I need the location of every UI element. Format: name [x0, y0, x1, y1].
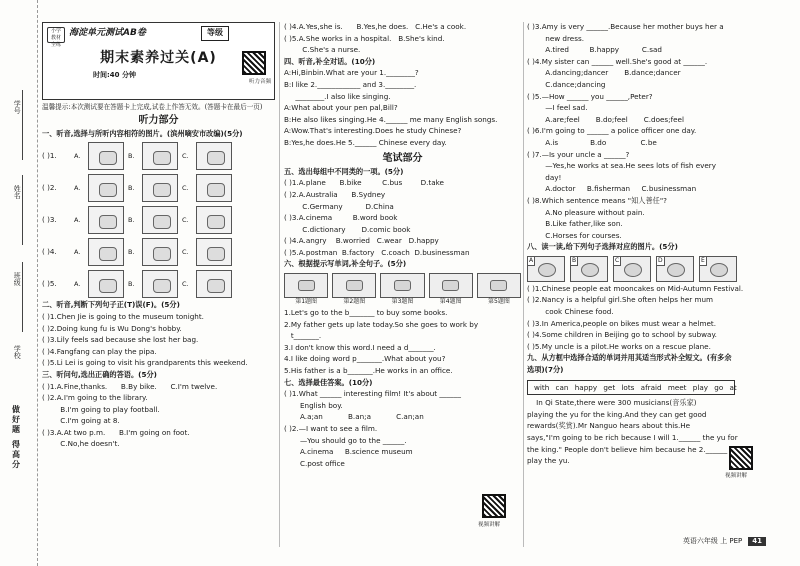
q8-item[interactable]: ( )1.Chinese people eat mooncakes on Mid-Autumn Festival.: [527, 283, 744, 293]
option-label: B.: [128, 247, 135, 256]
question-number: ( )3.: [42, 215, 57, 225]
option-label: C.: [182, 183, 189, 192]
option-label: B.: [128, 279, 135, 288]
q7-item[interactable]: ( )7.—Is your uncle a ______?: [527, 149, 630, 159]
passage-line[interactable]: says,"I'm going to be rich because I will 1.______ the yu for: [527, 432, 738, 442]
q9-title: 九、从方框中选择合适的单词并用其适当形式补全短文。(有多余: [527, 353, 732, 363]
q3-option-line: C.I'm going at 8.: [42, 416, 120, 426]
q7-option-line: A.are;feel B.do;feel C.does;feel: [527, 114, 684, 124]
q5-item[interactable]: ( )2.A.Australia B.Sydney: [284, 189, 386, 199]
q2-item[interactable]: ( )1.Chen Jie is going to the museum tonight.: [42, 311, 204, 321]
q7-item[interactable]: ( )1.What ______ interesting film! It's about ______: [284, 389, 461, 399]
image-caption: 第3题图: [391, 298, 414, 306]
q5-option-line: C.Germany D.China: [284, 201, 394, 211]
q6-item[interactable]: 3.I don't know this word.I need a d_______.: [284, 342, 436, 352]
q8-image: [527, 256, 565, 282]
margin-line: [22, 175, 23, 245]
q7-option-line: A.is B.do C.be: [527, 137, 657, 147]
picture-choice-row: [42, 236, 275, 267]
qr-caption: 视频讲解: [725, 473, 748, 479]
column-divider: [523, 22, 524, 547]
q8-image: [656, 256, 694, 282]
image-caption: 第2题图: [343, 298, 366, 306]
option-label: B.: [128, 183, 135, 192]
title-box: [42, 22, 275, 100]
option-picture[interactable]: [142, 206, 178, 234]
publisher-logo: 小学 教材 全练: [47, 27, 65, 43]
q7-option-line: A.dancing;dancer B.dance;dancer: [527, 68, 681, 78]
q7-option-line: C.post office: [284, 458, 345, 468]
option-label: C.: [182, 151, 189, 160]
passage-line: rewards(奖赏).Mr Nanguo hears about this.He: [527, 421, 691, 431]
column-1: [42, 22, 275, 451]
question-number: ( )2.: [42, 183, 57, 193]
q4-title: 四、听音,补全对话。(10分): [284, 56, 376, 66]
q2-item[interactable]: ( )2.Doing kung fu is Wu Dong's hobby.: [42, 323, 182, 333]
q7-option-line: A.doctor B.fisherman C.businessman: [527, 184, 697, 194]
q8-item-cont: cook Chinese food.: [527, 307, 614, 317]
passage-line: In Qi State,there were 300 musicians(音乐家): [527, 398, 697, 408]
picture-choice-row: [42, 140, 275, 171]
grade-box: 等级: [201, 26, 229, 41]
q6-item[interactable]: 1.Let's go to the b_______ to buy some books.: [284, 308, 448, 318]
q7-item-cont: —I feel sad.: [527, 103, 588, 113]
q6-item[interactable]: 2.My father gets up late today.So she goes to work by: [284, 319, 479, 329]
q5-item[interactable]: ( )4.A.angry B.worried C.wear D.happy: [284, 236, 439, 246]
q7-item-cont: new dress.: [527, 33, 584, 43]
book-info: 英语六年级 上 PEP: [682, 536, 743, 545]
qr-caption: 听力音频: [248, 79, 271, 85]
q3-item[interactable]: ( )3.A.At two p.m. B.I'm going on foot.: [42, 427, 190, 437]
image-caption: 第4题图: [439, 298, 462, 306]
q5-item[interactable]: ( )3.A.cinema B.word book: [284, 213, 398, 223]
q7-option-line: A.tired B.happy C.sad: [527, 45, 662, 55]
option-picture[interactable]: [196, 174, 232, 202]
q7-item[interactable]: ( )6.I'm going to ______ a police officer one day.: [527, 126, 697, 136]
q7-option-line: A.cinema B.science museum: [284, 447, 413, 457]
q3-item[interactable]: ( )2.A.I'm going to the library.: [42, 393, 148, 403]
q6-title: 六、根据提示写单词,补全句子。(5分): [284, 259, 407, 269]
option-label: C.: [182, 279, 189, 288]
q5-option-line: C.dictionary D.comic book: [284, 224, 411, 234]
picture-choice-row: [42, 268, 275, 299]
qr-caption: 视频讲解: [478, 522, 501, 528]
option-picture[interactable]: [88, 174, 124, 202]
q3-item[interactable]: ( )4.A.Yes,she is. B.Yes,he does. C.He's a cook.: [284, 22, 467, 31]
option-picture[interactable]: [88, 206, 124, 234]
q7-item-cont: —Yes,he works at sea.He sees lots of fish every: [527, 161, 717, 171]
option-picture[interactable]: [142, 270, 178, 298]
q3-option-line: C.No,he doesn't.: [42, 439, 120, 449]
q7-option-line: A.No pleasure without pain.: [527, 207, 645, 217]
option-picture[interactable]: [196, 206, 232, 234]
q3-item[interactable]: ( )1.A.Fine,thanks. B.By bike. C.I'm twelve.: [42, 381, 218, 391]
option-picture[interactable]: [142, 174, 178, 202]
q8-image: [613, 256, 651, 282]
option-label: C.: [182, 215, 189, 224]
q3-option-line: C.She's a nurse.: [284, 45, 361, 55]
option-picture[interactable]: [196, 238, 232, 266]
option-label: A.: [74, 215, 81, 224]
notice-text: 温馨提示:本次测试要在答题卡上完成,试卷上作答无效。(答题卡在最后一页): [42, 103, 263, 111]
q6-image-strip: [284, 273, 521, 306]
q6-image: [332, 273, 376, 306]
q8-title: 八、读一读,给下列句子选择对应的图片。(5分): [527, 242, 678, 252]
q8-item[interactable]: ( )4.Some children in Beijing go to school by subway.: [527, 330, 717, 340]
dialogue-line: B:Yes,he does.He 5.______ Chinese every day.: [284, 137, 447, 147]
margin-label-name: 姓名: [13, 185, 22, 199]
option-picture[interactable]: [88, 238, 124, 266]
q8-image: [699, 256, 737, 282]
q7-option-line: C.Horses for courses.: [527, 230, 622, 240]
listening-section-title: 听力部分: [138, 114, 179, 126]
option-picture[interactable]: [196, 142, 232, 170]
image-letter: A: [529, 256, 534, 264]
option-picture[interactable]: [142, 142, 178, 170]
dialogue-line: A:What about your pen pal,Bill?: [284, 103, 398, 113]
question-number: ( )4.: [42, 247, 57, 257]
column-divider: [279, 22, 280, 547]
dialogue-line: A:Wow.That's interesting.Does he study Chinese?: [284, 126, 462, 136]
passage-line[interactable]: the king." People don't believe him because he 2.______: [527, 444, 728, 454]
q6-item-cont[interactable]: t_______.: [284, 331, 322, 341]
word-bank: with can happy get lots afraid meet play go at: [527, 380, 735, 396]
page-footer: [683, 537, 766, 546]
option-label: A.: [74, 279, 81, 288]
q1-title: 一、听音,选择与所听内容相符的图片。(滨州嘀安市改编)(5分): [42, 128, 243, 138]
question-number: ( )5.: [42, 279, 57, 289]
time-limit: 时间:40 分钟: [93, 71, 136, 79]
option-label: B.: [128, 215, 135, 224]
q6-image: [284, 273, 328, 306]
picture-choice-row: [42, 204, 275, 235]
q5-item[interactable]: ( )1.A.plane B.bike C.bus D.take: [284, 178, 444, 188]
option-picture[interactable]: [88, 270, 124, 298]
picture-choice-list: [42, 140, 275, 299]
q8-item[interactable]: ( )3.In America,people on bikes must wear a helmet.: [527, 318, 716, 328]
q7-item[interactable]: ( )2.—I want to see a film.: [284, 424, 378, 433]
q8-item[interactable]: ( )5.My uncle is a pilot.He works on a rescue plane.: [527, 341, 711, 351]
q6-item[interactable]: 5.His father is a b_______.He works in an office.: [284, 366, 453, 376]
q7-item-cont: English boy.: [284, 400, 343, 410]
passage-line: play the yu.: [527, 456, 570, 466]
q8-item[interactable]: ( )2.Nancy is a helpful girl.She often helps her mum: [527, 295, 714, 305]
exam-title: 期末素养过关(A): [100, 50, 217, 66]
option-label: A.: [74, 151, 81, 160]
option-picture[interactable]: [142, 238, 178, 266]
page-number: 41: [748, 537, 766, 546]
dialogue-line: B:He also likes singing.He 4.______ me many English songs.: [284, 114, 498, 124]
column-3: [527, 22, 777, 479]
q9-title-cont: 选项)(7分): [527, 365, 564, 375]
image-letter: C: [615, 256, 620, 264]
qr-code-icon[interactable]: [729, 446, 753, 470]
option-label: A.: [74, 183, 81, 192]
q3-option-line: B.I'm going to play football.: [42, 404, 160, 414]
column-2: [284, 22, 521, 528]
qr-code-icon[interactable]: [242, 51, 266, 75]
q7-item-cont: —You should go to the ______.: [284, 435, 407, 445]
binding-margin: [0, 0, 38, 566]
q6-image: [380, 273, 424, 306]
margin-line: [22, 90, 23, 160]
q3-title: 三、听问句,选出正确的答语。(5分): [42, 369, 157, 379]
q7-item[interactable]: ( )5.—How ______ you ______,Peter?: [527, 91, 653, 101]
q2-item[interactable]: ( )5.Li Lei is going to visit his grandparents this weekend.: [42, 358, 248, 368]
image-caption: 第5题图: [488, 298, 510, 306]
question-number: ( )1.: [42, 151, 57, 161]
margin-label-number: 学号: [13, 100, 22, 114]
option-picture[interactable]: [88, 142, 124, 170]
q2-item[interactable]: ( )4.Fangfang can play the pipa.: [42, 346, 157, 356]
q5-title: 五、选出每组中不同类的一项。(5分): [284, 166, 404, 176]
picture-choice-row: [42, 172, 275, 203]
dialogue-line: B:I like 2.____________ and 3.________.: [284, 79, 417, 89]
q7-title: 七、选择最佳答案。(10分): [284, 377, 373, 387]
q7-item-cont: day!: [527, 172, 562, 182]
q2-title: 二、听音,判断下列句子正(T)误(F)。(5分): [42, 300, 180, 310]
image-letter: B: [572, 256, 577, 264]
q2-item[interactable]: ( )3.Lily feels sad because she lost her bag.: [42, 335, 199, 345]
q7-item[interactable]: ( )8.Which sentence means "知人善任"?: [527, 195, 667, 205]
written-section-title: 笔试部分: [382, 152, 423, 164]
q6-image: [477, 273, 521, 306]
margin-slogan: 做好题 得高分: [11, 405, 21, 470]
margin-label-school: 学校: [13, 345, 22, 359]
image-letter: E: [701, 256, 705, 264]
q8-image-strip: [527, 256, 777, 282]
series-brand: 海淀单元测试AB卷: [69, 28, 146, 38]
q6-item[interactable]: 4.I like doing word p_______.What about you?: [284, 354, 446, 364]
margin-line: [22, 262, 23, 332]
dialogue-line: A:Hi,Binbin.What are your 1.________?: [284, 68, 419, 78]
image-caption: 第1题图: [295, 298, 318, 306]
option-label: A.: [74, 247, 81, 256]
q3-item[interactable]: ( )5.A.She works in a hospital. B.She's kind.: [284, 33, 445, 43]
passage-line: playing the yu for the king.And they can get good: [527, 409, 707, 419]
option-label: B.: [128, 151, 135, 160]
q5-item[interactable]: ( )5.A.postman B.factory C.coach D.businessman: [284, 247, 470, 257]
image-letter: D: [658, 256, 663, 264]
dialogue-line: ________.I also like singing.: [284, 91, 391, 101]
q7-option-line: A.a;an B.an;a C.an;an: [284, 412, 424, 422]
margin-label-class: 班级: [13, 272, 22, 286]
q8-image: [570, 256, 608, 282]
q7-option-line: B.Like father,like son.: [527, 219, 623, 229]
q7-item[interactable]: ( )4.My sister can ______ well.She's good at ______.: [527, 56, 708, 66]
q6-image: [429, 273, 473, 306]
q7-item[interactable]: ( )3.Amy is very ______.Because her mother buys her a: [527, 22, 724, 31]
q7-option-line: C.dance;dancing: [527, 79, 606, 89]
qr-code-icon[interactable]: [482, 494, 506, 518]
option-picture[interactable]: [196, 270, 232, 298]
option-label: C.: [182, 247, 189, 256]
